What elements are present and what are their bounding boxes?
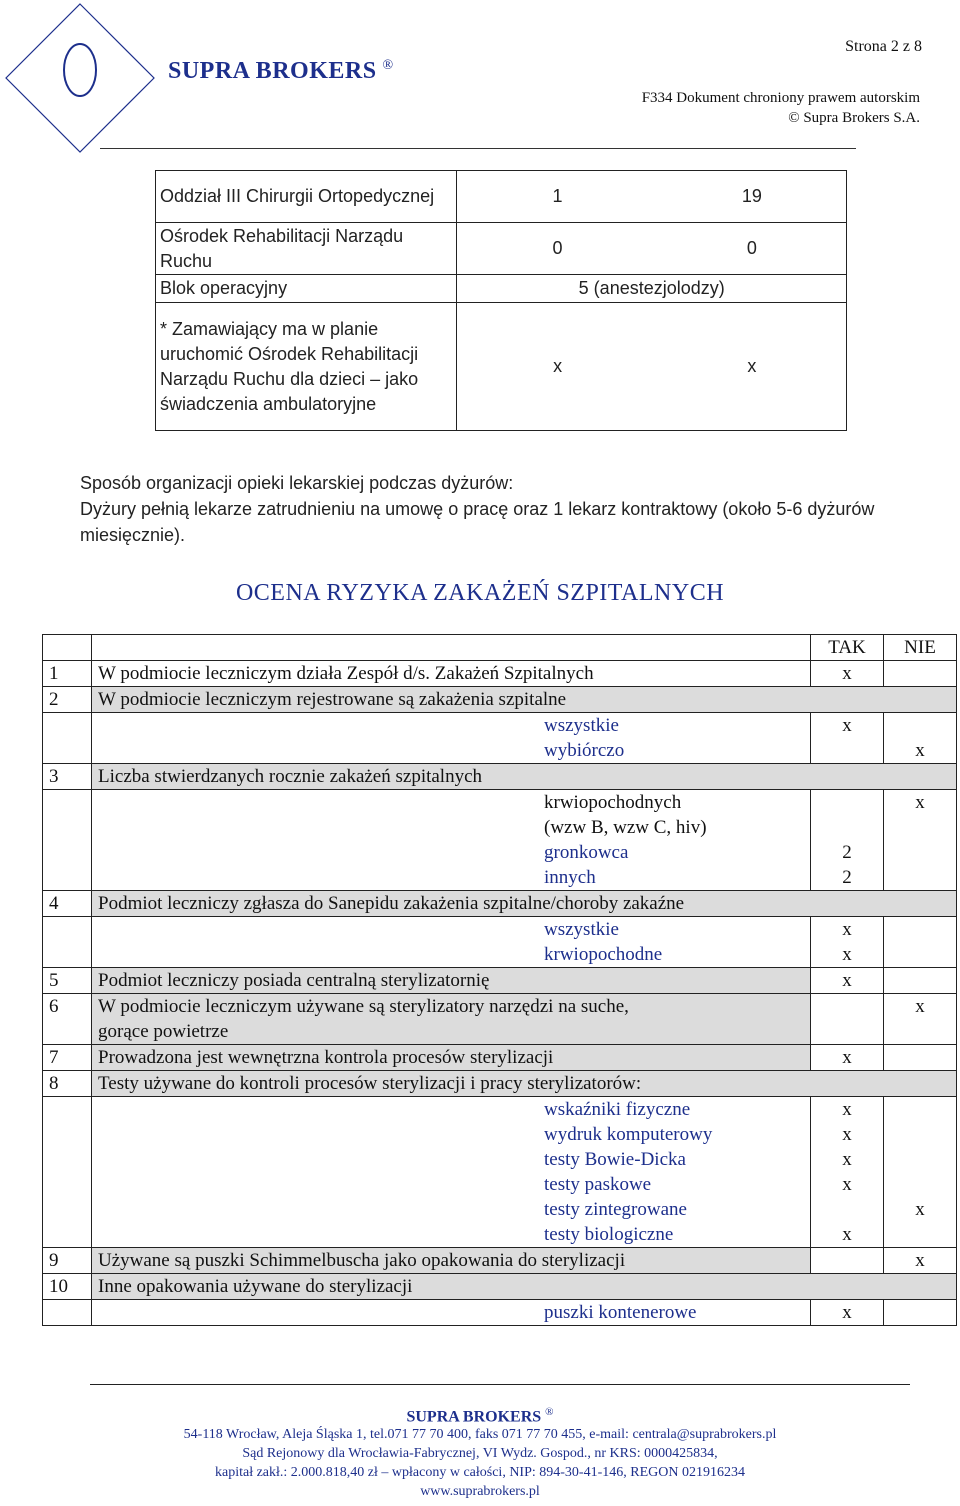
option-label: testy paskowe bbox=[544, 1174, 652, 1195]
ward-row bbox=[156, 223, 847, 275]
row-number: 6 bbox=[43, 994, 92, 1020]
answer-yes bbox=[811, 790, 884, 816]
row-number: 9 bbox=[43, 1248, 92, 1274]
footer-court: Sąd Rejonowy dla Wrocławia-Fabrycznej, VI Wydz. Gospod., nr KRS: 0000425834, bbox=[242, 1446, 718, 1461]
ward-value-2: 0 bbox=[658, 223, 847, 275]
answer-no bbox=[884, 1172, 957, 1197]
answer-yes bbox=[811, 994, 884, 1020]
answer-yes: x bbox=[842, 1224, 852, 1245]
option-label: testy Bowie-Dicka bbox=[544, 1149, 686, 1170]
table-header-row bbox=[43, 635, 957, 661]
answer-no bbox=[884, 1300, 957, 1326]
answer-yes: x bbox=[811, 1097, 884, 1123]
option-label: krwiopochodne bbox=[544, 944, 663, 965]
option-label: wydruk komputerowy bbox=[544, 1124, 713, 1145]
answer-no bbox=[884, 1147, 957, 1172]
table-row bbox=[43, 1019, 957, 1045]
answer-no bbox=[884, 865, 957, 891]
ward-value-2: x bbox=[658, 303, 847, 431]
copyright-line-2: © Supra Brokers S.A. bbox=[788, 110, 920, 126]
answer-yes: x bbox=[842, 1174, 852, 1195]
ward-name: Ośrodek Rehabilitacji Narządu Ruchu bbox=[156, 223, 457, 275]
answer-yes bbox=[811, 738, 884, 764]
table-row bbox=[43, 942, 957, 968]
row-question: Prowadzona jest wewnętrzna kontrola procesów sterylizacji bbox=[92, 1045, 811, 1071]
row-number: 3 bbox=[43, 764, 92, 790]
table-row bbox=[43, 1197, 957, 1222]
ward-name: Oddział III Chirurgii Ortopedycznej bbox=[156, 171, 457, 223]
row-question: Podmiot leczniczy zgłasza do Sanepidu zakażenia szpitalne/choroby zakaźne bbox=[92, 891, 957, 917]
answer-no bbox=[884, 661, 957, 687]
table-row bbox=[43, 917, 957, 943]
option-label: testy biologiczne bbox=[544, 1224, 674, 1245]
ward-value-2: 19 bbox=[658, 171, 847, 223]
option-label: testy zintegrowane bbox=[544, 1199, 687, 1220]
answer-no: x bbox=[884, 994, 957, 1020]
answer-no bbox=[884, 1222, 957, 1248]
header-divider bbox=[100, 148, 856, 149]
option-label: puszki kontenerowe bbox=[544, 1302, 697, 1323]
row-question: W podmiocie leczniczym używane są sterylizatory narzędzi na suche, bbox=[92, 994, 811, 1020]
copyright-note bbox=[642, 88, 920, 128]
ward-name: * Zamawiający ma w planie uruchomić Ośrodek Rehabilitacji Narządu Ruchu dla dzieci – jako świadczenia ambulatoryjne bbox=[156, 303, 457, 431]
table-row bbox=[43, 738, 957, 764]
answer-no bbox=[884, 1097, 957, 1123]
answer-no bbox=[884, 713, 957, 739]
section-title: OCENA RYZYKA ZAKAŻEŃ SZPITALNYCH bbox=[235, 580, 725, 606]
row-question: Podmiot leczniczy posiada centralną sterylizatornię bbox=[92, 968, 811, 994]
answer-no bbox=[884, 917, 957, 943]
row-question: W podmiocie leczniczym rejestrowane są zakażenia szpitalne bbox=[92, 687, 957, 713]
table-row bbox=[43, 713, 957, 739]
answer-no bbox=[884, 840, 957, 865]
row-question: W podmiocie leczniczym działa Zespół d/s. Zakażeń Szpitalnych bbox=[92, 661, 811, 687]
table-row bbox=[43, 1147, 957, 1172]
footer-address: 54-118 Wrocław, Aleja Śląska 1, tel.071 77 70 400, faks 071 77 70 455, e-mail: centrala@suprabrokers.pl bbox=[183, 1427, 777, 1442]
footer-capital: kapitał zakł.: 2.000.818,40 zł – wpłacony w całości, NIP: 894-30-41-146, REGON 021916234 bbox=[215, 1465, 745, 1480]
on-call-heading: Sposób organizacji opieki lekarskiej podczas dyżurów: bbox=[80, 473, 514, 493]
answer-yes: 2 bbox=[842, 867, 852, 888]
answer-yes: x bbox=[811, 917, 884, 943]
ward-row bbox=[156, 303, 847, 431]
row-number: 1 bbox=[43, 661, 92, 687]
ward-value-merged: 5 (anestezjolodzy) bbox=[457, 275, 847, 303]
answer-no bbox=[884, 942, 957, 968]
answer-no bbox=[884, 1122, 957, 1147]
table-row bbox=[43, 1097, 957, 1123]
ward-value-1: 0 bbox=[457, 223, 658, 275]
table-row bbox=[43, 687, 957, 713]
footer-website: www.suprabrokers.pl bbox=[420, 1484, 540, 1499]
table-row bbox=[43, 994, 957, 1020]
answer-no: x bbox=[884, 738, 957, 764]
col-yes-header: TAK bbox=[811, 635, 884, 661]
header-brand: SUPRA BROKERS ® bbox=[168, 58, 394, 84]
answer-yes: x bbox=[811, 1045, 884, 1071]
ward-row bbox=[156, 171, 847, 223]
row-number: 7 bbox=[43, 1045, 92, 1071]
table-row bbox=[43, 1071, 957, 1097]
footer-brand: SUPRA BROKERS ® bbox=[406, 1406, 554, 1426]
table-row bbox=[43, 1300, 957, 1326]
footer-divider bbox=[90, 1384, 910, 1385]
table-row bbox=[43, 968, 957, 994]
answer-yes: x bbox=[842, 944, 852, 965]
answer-no bbox=[884, 968, 957, 994]
row-number: 8 bbox=[43, 1071, 92, 1097]
option-label: wybiórczo bbox=[544, 740, 625, 761]
table-row bbox=[43, 790, 957, 816]
table-row bbox=[43, 1222, 957, 1248]
answer-yes: 2 bbox=[842, 842, 852, 863]
row-number: 10 bbox=[43, 1274, 92, 1300]
row-question: Używane są puszki Schimmelbuscha jako opakowania do sterylizacji bbox=[92, 1248, 811, 1274]
ward-value-1: x bbox=[457, 303, 658, 431]
option-label: (wzw B, wzw C, hiv) bbox=[544, 817, 707, 838]
col-no-header: NIE bbox=[884, 635, 957, 661]
wards-table bbox=[155, 170, 847, 431]
option-label: krwiopochodnych bbox=[544, 792, 682, 813]
table-row bbox=[43, 1172, 957, 1197]
row-question: Liczba stwierdzanych rocznie zakażeń szpitalnych bbox=[92, 764, 957, 790]
on-call-text: Dyżury pełnią lekarze zatrudnieniu na umowę o pracę oraz 1 lekarz kontraktowy (około 5-6 dyżurów miesięcznie). bbox=[80, 499, 875, 545]
answer-yes: x bbox=[842, 1149, 852, 1170]
row-number: 5 bbox=[43, 968, 92, 994]
table-row bbox=[43, 1045, 957, 1071]
risk-table bbox=[42, 634, 957, 1326]
ward-row bbox=[156, 275, 847, 303]
table-row bbox=[43, 1274, 957, 1300]
table-row bbox=[43, 661, 957, 687]
table-row bbox=[43, 865, 957, 891]
answer-yes: x bbox=[842, 1124, 852, 1145]
answer-yes: x bbox=[811, 713, 884, 739]
row-question: Testy używane do kontroli procesów sterylizacji i pracy sterylizatorów: bbox=[92, 1071, 957, 1097]
option-label: wszystkie bbox=[544, 715, 619, 736]
answer-yes: x bbox=[811, 661, 884, 687]
answer-yes: x bbox=[811, 1300, 884, 1326]
answer-no: x bbox=[884, 1197, 957, 1222]
row-question-continued: gorące powietrze bbox=[92, 1019, 811, 1045]
answer-yes bbox=[811, 1248, 884, 1274]
ward-name: Blok operacyjny bbox=[156, 275, 457, 303]
row-question: Inne opakowania używane do sterylizacji bbox=[92, 1274, 957, 1300]
option-label: wszystkie bbox=[544, 919, 619, 940]
page-number: Strona 2 z 8 bbox=[845, 38, 922, 55]
row-number: 4 bbox=[43, 891, 92, 917]
table-row bbox=[43, 891, 957, 917]
table-row bbox=[43, 1122, 957, 1147]
answer-no: x bbox=[884, 790, 957, 816]
table-row bbox=[43, 840, 957, 865]
answer-yes bbox=[811, 1197, 884, 1222]
answer-no bbox=[884, 1045, 957, 1071]
answer-no: x bbox=[884, 1248, 957, 1274]
option-label: gronkowca bbox=[544, 842, 629, 863]
answer-yes: x bbox=[811, 968, 884, 994]
option-label: innych bbox=[544, 867, 596, 888]
table-row bbox=[43, 1248, 957, 1274]
copyright-line-1: F334 Dokument chroniony prawem autorskim bbox=[641, 90, 920, 106]
table-row bbox=[43, 815, 957, 840]
option-label: wskaźniki fizyczne bbox=[544, 1099, 691, 1120]
on-call-organization bbox=[80, 470, 930, 548]
company-logo bbox=[0, 0, 170, 160]
table-row bbox=[43, 764, 957, 790]
row-number: 2 bbox=[43, 687, 92, 713]
ward-value-1: 1 bbox=[457, 171, 658, 223]
